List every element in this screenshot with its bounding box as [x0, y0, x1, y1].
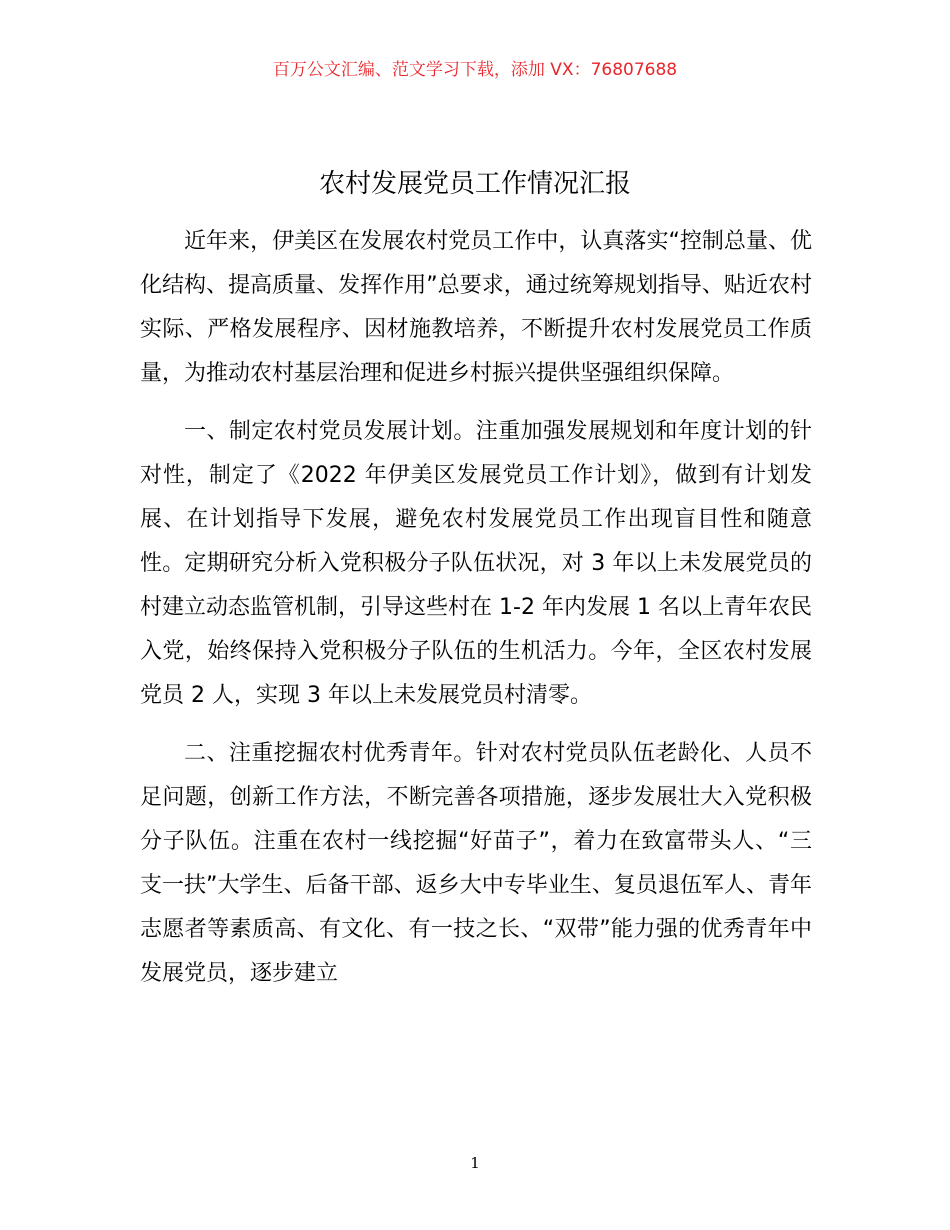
paragraph-section-1: 一、制定农村党员发展计划。注重加强发展规划和年度计划的针对性，制定了《2022 年伊美区发展党员工作计划》，做到有计划发展、在计划指导下发展，避免农村发展党员工作出现盲目性和随意性。定期研究分析入党积极分子队伍状况，对 3 年以上未发展党员的村建立动态监管机制，引导这些村在 1-2 年内发展 1 名以上青年农民入党，始终保持入党积极分子队伍的生机活力。今年，全区农村发展党员 2 人，实现 3 年以上未发展党员村清零。 [140, 419, 812, 708]
document-title: 农村发展党员工作情况汇报 [318, 169, 631, 199]
paragraph-intro: 近年来，伊美区在发展农村党员工作中，认真落实“控制总量、优化结构、提高质量、发挥作用”总要求，通过统筹规划指导、贴近农村实际、严格发展程序、因材施教培养，不断提升农村发展党员工作质量，为推动农村基层治理和促进乡村振兴提供坚强组织保障。 [140, 229, 812, 386]
page-number: 1 [470, 1154, 480, 1172]
document-body [140, 220, 812, 1010]
watermark-header: 百万公文汇编、范文学习下载，添加 VX：76807688 [272, 60, 678, 80]
paragraph-section-2: 二、注重挖掘农村优秀青年。针对农村党员队伍老龄化、人员不足问题，创新工作方法，不断完善各项措施，逐步发展壮大入党积极分子队伍。注重在农村一线挖掘“好苗子”，着力在致富带头人、“三支一扶”大学生、后备干部、返乡大中专毕业生、复员退伍军人、青年志愿者等素质高、有文化、有一技之长、“双带”能力强的优秀青年中发展党员，逐步建立 [140, 741, 812, 986]
